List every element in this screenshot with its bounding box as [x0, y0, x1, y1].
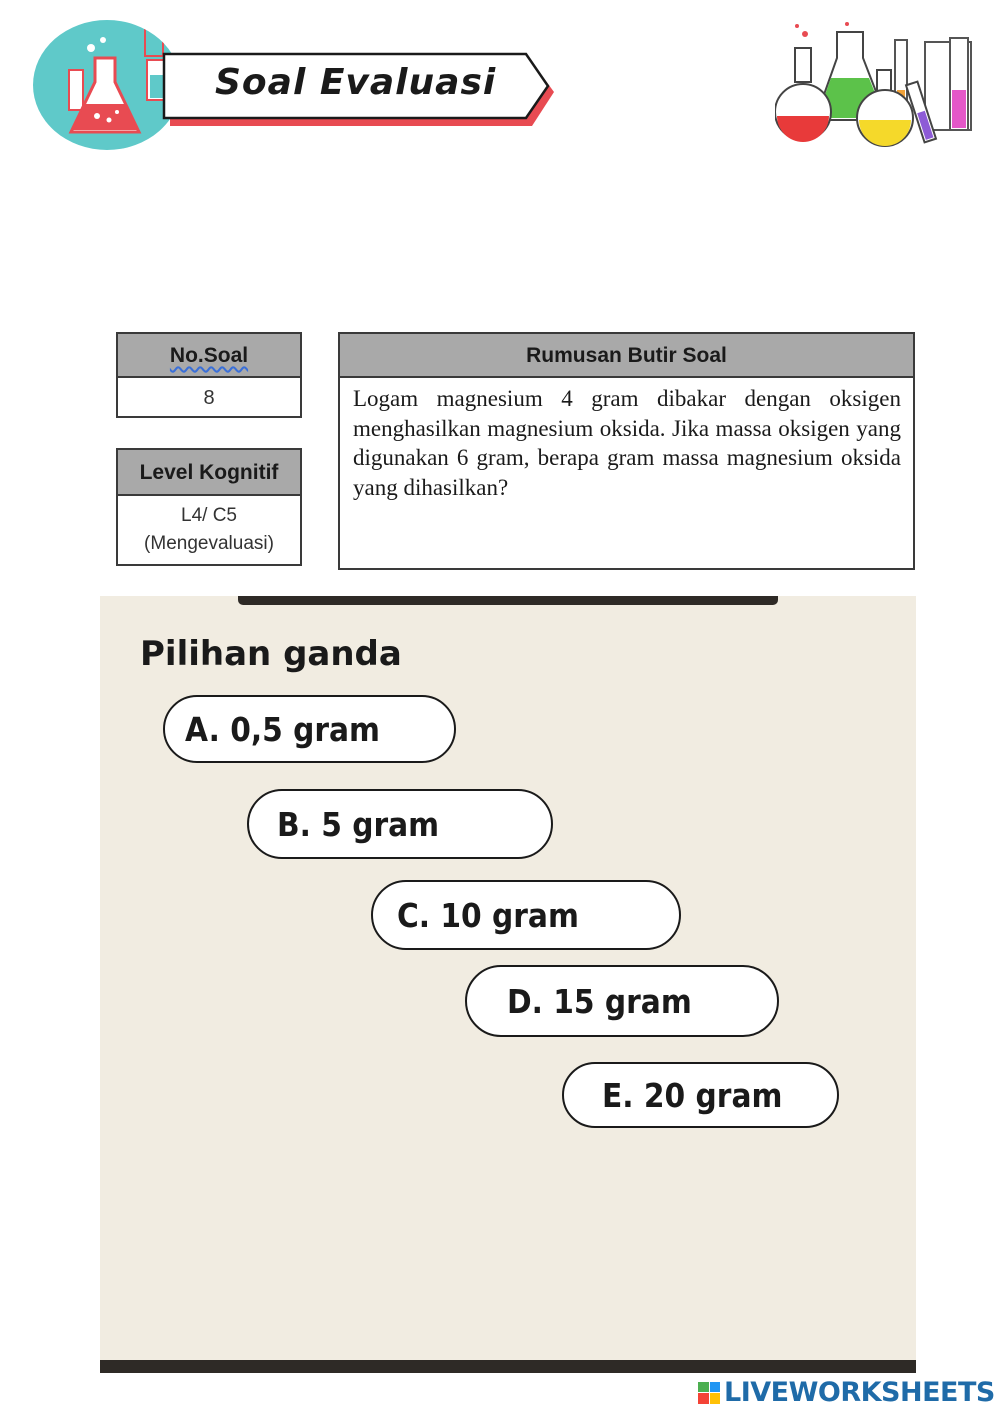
level-code: L4/ C5: [181, 505, 237, 526]
panel-bottom-bar: [100, 1360, 916, 1373]
panel-top-bar: [238, 596, 778, 605]
no-soal-value: 8: [203, 387, 215, 409]
level-kognitif-value: [118, 496, 300, 558]
option-e-button[interactable]: E. 20 gram: [562, 1062, 839, 1128]
option-b-button[interactable]: B. 5 gram: [247, 789, 553, 859]
liveworksheets-watermark: [698, 1377, 995, 1408]
level-description: (Mengevaluasi): [144, 533, 274, 554]
option-c-button[interactable]: C. 10 gram: [371, 880, 681, 950]
rumusan-butir-soal-box: [338, 332, 915, 570]
option-a-button[interactable]: A. 0,5 gram: [163, 695, 456, 763]
watermark-text: LIVEWORKSHEETS: [724, 1377, 995, 1408]
page-title: Soal Evaluasi: [215, 62, 497, 103]
no-soal-box: [116, 332, 302, 418]
multiple-choice-title: Pilihan ganda: [140, 634, 402, 674]
level-kognitif-label: Level Kognitif: [118, 450, 300, 496]
no-soal-label: No.Soal: [118, 334, 300, 378]
option-d-button[interactable]: D. 15 gram: [465, 965, 779, 1037]
level-kognitif-box: [116, 448, 302, 566]
rumusan-label: Rumusan Butir Soal: [340, 334, 913, 378]
liveworksheets-logo-icon: [698, 1382, 720, 1404]
question-text: Logam magnesium 4 gram dibakar dengan oksigen menghasilkan magnesium oksida. Jika massa oksigen yang digunakan 6 gram, berapa gram massa magnesium oksida yang dihasilkan?: [353, 386, 901, 500]
lab-glassware-icon: [775, 20, 985, 155]
